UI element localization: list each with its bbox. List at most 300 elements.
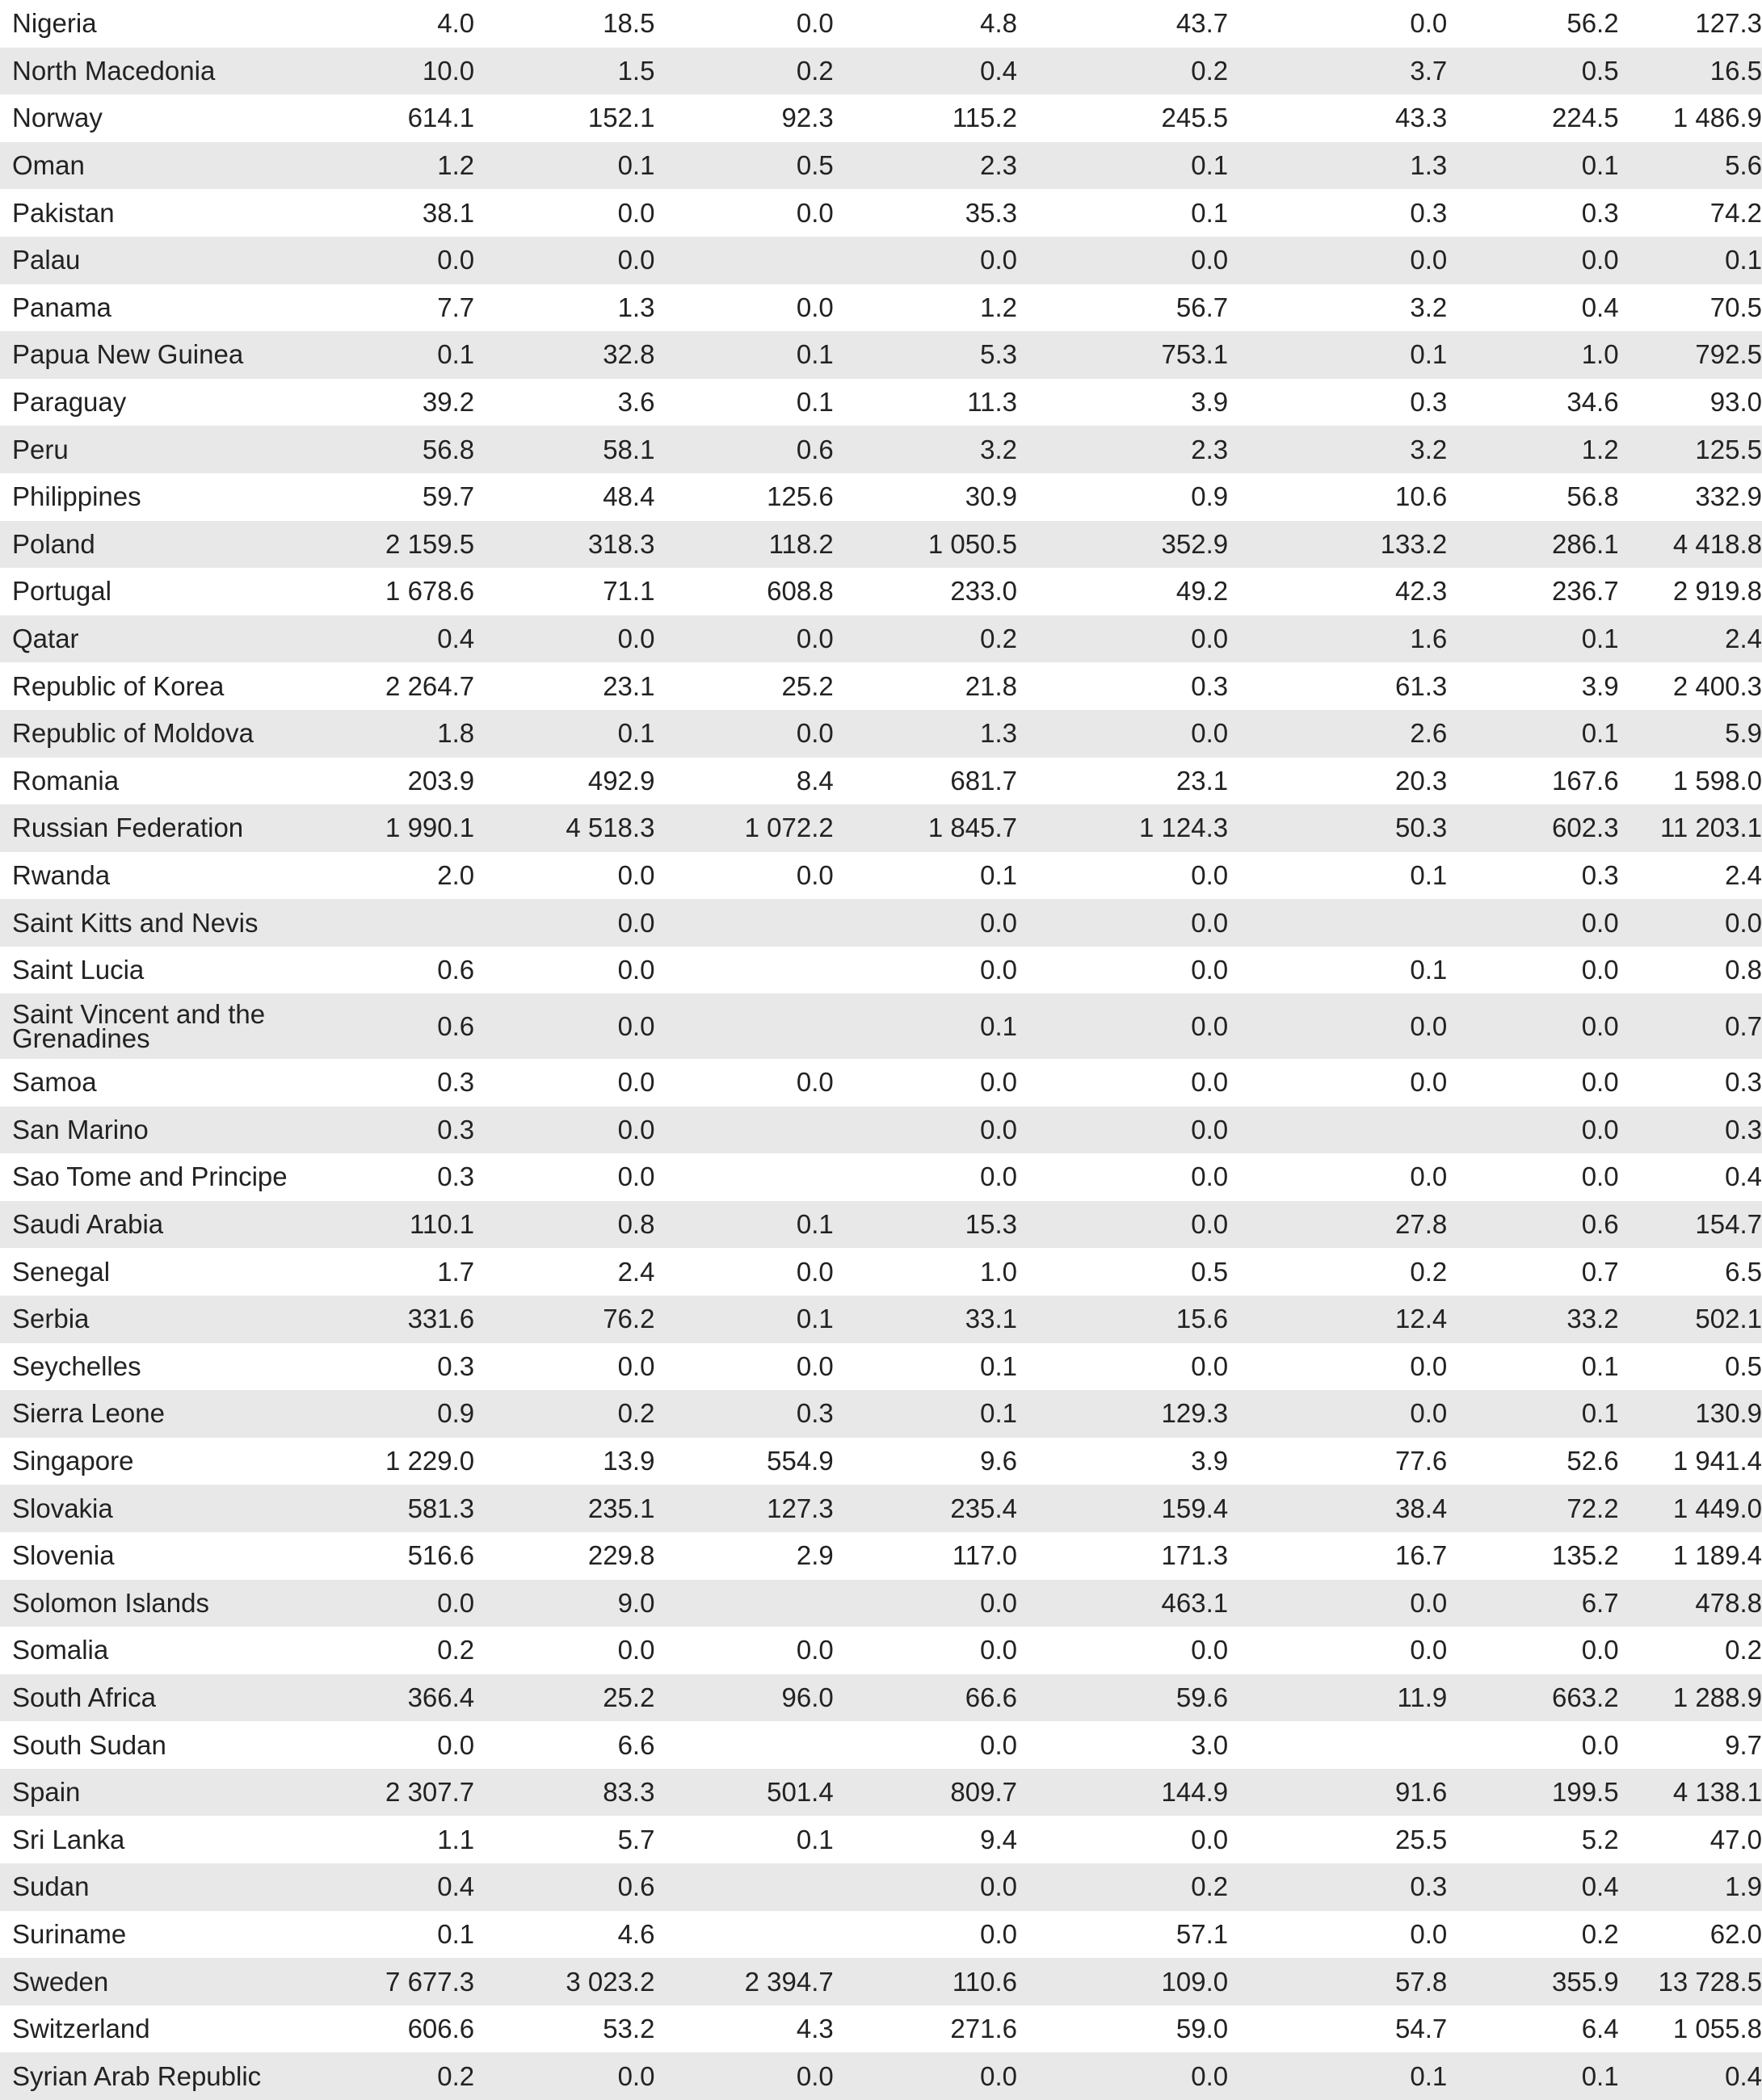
value-cell: 59.6 [1175,1682,1229,1712]
value-cell: 1.2 [980,292,1017,322]
value-cell: 3.2 [1410,292,1448,322]
value-cell: 0.0 [980,1587,1017,1618]
value-cell: 13 728.5 [1658,1966,1762,1997]
value-cell: 0.0 [796,1067,834,1098]
value-cell: 0.1 [1191,150,1229,181]
table-row [0,615,1762,663]
country-name-cell: Sao Tome and Principe [12,1161,288,1192]
value-cell: 6.6 [617,1729,655,1760]
value-cell: 0.3 [1410,1871,1448,1902]
table-row [0,1059,1762,1107]
value-cell: 0.0 [1410,1350,1448,1381]
value-cell: 0.3 [796,1398,834,1429]
value-cell: 0.0 [980,1871,1017,1902]
value-cell: 171.3 [1161,1540,1229,1571]
value-cell: 0.7 [1725,1010,1762,1041]
value-cell: 159.4 [1161,1493,1229,1523]
value-cell: 0.1 [1191,197,1229,228]
table-row [0,993,1762,1059]
country-name-cell: Republic of Korea [12,670,225,701]
table-row [0,1721,1762,1769]
value-cell: 245.5 [1161,103,1229,133]
value-cell: 199.5 [1551,1777,1619,1808]
value-cell: 1 598.0 [1672,765,1762,796]
value-cell: 1 678.6 [385,576,475,607]
value-cell: 0.0 [980,1635,1017,1665]
value-cell: 3.0 [1191,1729,1229,1760]
value-cell: 2 264.7 [385,670,475,701]
value-cell: 0.2 [1191,1871,1229,1902]
value-cell: 27.8 [1395,1209,1448,1240]
table-row [0,662,1762,710]
value-cell: 581.3 [407,1493,475,1523]
value-cell: 39.2 [422,387,475,418]
table-row [0,710,1762,758]
value-cell: 1.6 [1410,624,1448,654]
value-cell: 0.8 [1725,955,1762,985]
value-cell: 0.1 [1581,718,1619,749]
value-cell: 1 941.4 [1672,1446,1762,1476]
value-cell: 25.5 [1395,1824,1448,1854]
value-cell: 0.0 [1410,1398,1448,1429]
value-cell: 1.0 [980,1256,1017,1287]
value-cell: 6.4 [1581,2014,1619,2044]
value-cell: 0.4 [437,624,475,654]
value-cell: 52.6 [1566,1446,1619,1476]
value-cell: 554.9 [767,1446,834,1476]
country-name-cell: Panama [12,292,111,322]
value-cell: 0.0 [796,859,834,890]
value-cell: 4.3 [796,2014,834,2044]
country-name-cell: Serbia [12,1304,90,1334]
value-cell: 35.3 [965,197,1017,228]
value-cell: 110.1 [410,1209,475,1240]
value-cell: 115.2 [952,103,1017,133]
value-cell: 125.6 [767,481,834,512]
table-row [0,947,1762,994]
value-cell: 602.3 [1551,813,1619,843]
table-row [0,1201,1762,1249]
value-cell: 56.7 [1175,292,1229,322]
value-cell: 0.0 [1581,955,1619,985]
value-cell: 331.6 [407,1304,475,1334]
value-cell: 71.1 [603,576,655,607]
table-row [0,1296,1762,1343]
value-cell: 792.5 [1695,339,1762,370]
value-cell: 0.0 [796,1350,834,1381]
value-cell: 0.1 [1410,955,1448,985]
value-cell: 38.4 [1395,1493,1448,1523]
value-cell: 66.6 [965,1682,1017,1712]
value-cell: 0.0 [1191,1635,1229,1665]
value-cell: 0.1 [1581,1350,1619,1381]
table-row [0,237,1762,284]
country-name-cell: Nigeria [12,8,97,39]
value-cell: 0.1 [796,387,834,418]
value-cell: 0.0 [1410,1918,1448,1949]
table-row [0,1911,1762,1959]
value-cell: 58.1 [603,434,655,464]
value-cell: 0.0 [1410,245,1448,275]
value-cell: 1 990.1 [385,813,475,843]
value-cell: 0.3 [437,1350,475,1381]
value-cell: 0.0 [1410,1161,1448,1192]
value-cell: 3.9 [1191,1446,1229,1476]
value-cell: 5.9 [1725,718,1762,749]
value-cell: 0.1 [796,1304,834,1334]
value-cell: 0.0 [796,292,834,322]
country-name-cell: South Africa [12,1682,156,1712]
value-cell: 3.9 [1581,670,1619,701]
value-cell: 2.3 [980,150,1017,181]
value-cell: 5.7 [617,1824,655,1854]
value-cell: 0.0 [437,1587,475,1618]
table-row [0,1580,1762,1628]
value-cell: 57.1 [1175,1918,1229,1949]
value-cell: 72.2 [1566,1493,1619,1523]
table-row [0,1248,1762,1296]
value-cell: 16.5 [1709,55,1762,86]
value-cell: 56.2 [1566,8,1619,39]
value-cell: 2.4 [1725,624,1762,654]
value-cell: 20.3 [1395,765,1448,796]
country-name-cell: Pakistan [12,197,115,228]
value-cell: 492.9 [587,765,655,796]
value-cell: 1.1 [437,1824,475,1854]
value-cell: 0.0 [980,1161,1017,1192]
table-row [0,568,1762,615]
value-cell: 0.0 [1191,1161,1229,1192]
table-row [0,379,1762,426]
value-cell: 15.3 [965,1209,1017,1240]
value-cell: 23.1 [1175,765,1229,796]
value-cell: 154.7 [1695,1209,1762,1240]
table-row [0,473,1762,521]
value-cell: 10.6 [1395,481,1448,512]
value-cell: 0.0 [1191,718,1229,749]
value-cell: 0.0 [617,1635,655,1665]
value-cell: 0.0 [1581,907,1619,938]
value-cell: 233.0 [950,576,1017,607]
value-cell: 0.2 [1581,1918,1619,1949]
value-cell: 0.0 [980,1067,1017,1098]
value-cell: 0.3 [1410,197,1448,228]
value-cell: 0.1 [1581,624,1619,654]
value-cell: 0.0 [1581,245,1619,275]
value-cell: 7.7 [437,292,475,322]
table-row [0,899,1762,947]
value-cell: 0.0 [617,1350,655,1381]
value-cell: 0.6 [617,1871,655,1902]
country-name-cell: Somalia [12,1635,109,1665]
value-cell: 0.0 [1410,1635,1448,1665]
value-cell: 0.1 [437,1918,475,1949]
country-name-cell: Switzerland [12,2014,150,2044]
value-cell: 32.8 [603,339,655,370]
table-row [0,48,1762,95]
value-cell: 0.5 [796,150,834,181]
value-cell: 0.2 [796,55,834,86]
country-name-cell: Solomon Islands [12,1587,209,1618]
value-cell: 0.4 [980,55,1017,86]
value-cell: 0.1 [796,1209,834,1240]
country-name-cell: North Macedonia [12,55,216,86]
table-row [0,1863,1762,1911]
value-cell: 53.2 [603,2014,655,2044]
value-cell: 0.6 [437,955,475,985]
value-cell: 23.1 [603,670,655,701]
value-cell: 11 203.1 [1659,813,1762,843]
country-name-cell: Saudi Arabia [12,1209,164,1240]
value-cell: 2.0 [437,859,475,890]
value-cell: 0.1 [1581,150,1619,181]
table-row [0,2052,1762,2100]
value-cell: 0.1 [437,339,475,370]
value-cell: 47.0 [1709,1824,1762,1854]
value-cell: 0.0 [617,1114,655,1144]
value-cell: 0.2 [1410,1256,1448,1287]
country-name-cell: Russian Federation [12,813,244,843]
value-cell: 0.2 [617,1398,655,1429]
value-cell: 663.2 [1551,1682,1619,1712]
value-cell: 614.1 [407,103,475,133]
value-cell: 286.1 [1551,528,1619,559]
value-cell: 77.6 [1395,1446,1448,1476]
value-cell: 167.6 [1551,765,1619,796]
value-cell: 0.0 [617,1161,655,1192]
value-cell: 15.6 [1175,1304,1229,1334]
value-cell: 501.4 [767,1777,834,1808]
table-row [0,189,1762,237]
country-name-cell: Rwanda [12,859,111,890]
value-cell: 0.0 [1410,1067,1448,1098]
table-row [0,1532,1762,1580]
value-cell: 229.8 [587,1540,655,1571]
value-cell: 0.0 [617,2060,655,2091]
country-name-cell: Sierra Leone [12,1398,165,1429]
value-cell: 8.4 [796,765,834,796]
value-cell: 21.8 [965,670,1017,701]
value-cell: 0.0 [617,197,655,228]
table-row [0,852,1762,900]
value-cell: 0.1 [796,339,834,370]
value-cell: 0.0 [617,1010,655,1041]
value-cell: 0.1 [980,1350,1017,1381]
value-cell: 235.1 [587,1493,655,1523]
value-cell: 0.0 [1191,859,1229,890]
value-cell: 608.8 [767,576,834,607]
value-cell: 0.1 [980,859,1017,890]
value-cell: 1.2 [437,150,475,181]
value-cell: 318.3 [587,528,655,559]
value-cell: 3.2 [1410,434,1448,464]
table-row [0,1438,1762,1485]
value-cell: 478.8 [1695,1587,1762,1618]
value-cell: 0.1 [1410,859,1448,890]
value-cell: 0.1 [796,1824,834,1854]
country-name-cell: Sri Lanka [12,1824,125,1854]
country-name-cell: Peru [12,434,69,464]
value-cell: 0.2 [1191,55,1229,86]
value-cell: 56.8 [422,434,475,464]
table-row [0,1107,1762,1154]
value-cell: 0.0 [796,1256,834,1287]
value-cell: 76.2 [603,1304,655,1334]
value-cell: 9.0 [617,1587,655,1618]
value-cell: 0.1 [1725,245,1762,275]
value-cell: 606.6 [407,2014,475,2044]
table-row [0,1485,1762,1532]
country-name-cell: Saint Kitts and Nevis [12,907,259,938]
value-cell: 0.0 [1191,907,1229,938]
value-cell: 1 845.7 [927,813,1017,843]
value-cell: 125.5 [1695,434,1762,464]
value-cell: 0.0 [796,197,834,228]
country-name-cell: Slovenia [12,1540,115,1571]
value-cell: 118.2 [768,528,834,559]
value-cell: 0.0 [1191,1010,1229,1041]
table-row [0,1674,1762,1722]
value-cell: 0.0 [980,907,1017,938]
value-cell: 0.0 [1191,1209,1229,1240]
table-row [0,758,1762,805]
value-cell: 0.0 [1410,1010,1448,1041]
value-cell: 49.2 [1175,576,1229,607]
value-cell: 0.0 [1581,1161,1619,1192]
value-cell: 0.1 [1410,2060,1448,2091]
value-cell: 753.1 [1161,339,1229,370]
value-cell: 4 518.3 [566,813,655,843]
value-cell: 152.1 [587,103,655,133]
value-cell: 0.0 [1191,1067,1229,1098]
value-cell: 0.0 [796,718,834,749]
value-cell: 0.0 [980,1114,1017,1144]
value-cell: 2.9 [796,1540,834,1571]
value-cell: 11.9 [1397,1682,1448,1712]
value-cell: 0.4 [1725,1161,1762,1192]
value-cell: 0.0 [1725,907,1762,938]
table-row [0,2006,1762,2053]
value-cell: 0.5 [1191,1256,1229,1287]
value-cell: 0.1 [980,1010,1017,1041]
value-cell: 0.3 [1191,670,1229,701]
value-cell: 93.0 [1709,387,1762,418]
value-cell: 3 023.2 [566,1966,655,1997]
value-cell: 0.3 [1581,859,1619,890]
value-cell: 366.4 [407,1682,475,1712]
value-cell: 3.6 [617,387,655,418]
value-cell: 33.2 [1566,1304,1619,1334]
value-cell: 4.6 [617,1918,655,1949]
value-cell: 13.9 [603,1446,655,1476]
table-row [0,284,1762,332]
value-cell: 2 394.7 [744,1966,834,1997]
value-cell: 0.0 [796,8,834,39]
value-cell: 516.6 [407,1540,475,1571]
value-cell: 0.0 [980,1729,1017,1760]
value-cell: 33.1 [965,1304,1017,1334]
value-cell: 0.3 [437,1067,475,1098]
value-cell: 355.9 [1551,1966,1619,1997]
table-row [0,1769,1762,1816]
value-cell: 144.9 [1161,1777,1229,1808]
value-cell: 0.6 [1581,1209,1619,1240]
value-cell: 1.2 [1581,434,1619,464]
value-cell: 0.2 [437,1635,475,1665]
value-cell: 0.3 [1725,1114,1762,1144]
value-cell: 0.0 [1410,8,1448,39]
value-cell: 5.2 [1581,1824,1619,1854]
value-cell: 96.0 [781,1682,834,1712]
value-cell: 3.2 [980,434,1017,464]
value-cell: 0.0 [1581,1067,1619,1098]
value-cell: 0.0 [1191,955,1229,985]
value-cell: 0.0 [1191,624,1229,654]
value-cell: 43.3 [1395,103,1448,133]
value-cell: 74.2 [1709,197,1762,228]
value-cell: 30.9 [965,481,1017,512]
value-cell: 0.0 [617,859,655,890]
value-cell: 59.7 [422,481,475,512]
country-name-cell: Palau [12,245,81,275]
value-cell: 110.6 [952,1966,1017,1997]
country-name-cell: Samoa [12,1067,97,1098]
table-row [0,331,1762,379]
value-cell: 57.8 [1395,1966,1448,1997]
value-cell: 0.0 [617,1067,655,1098]
value-cell: 9.7 [1725,1729,1762,1760]
value-cell: 1 072.2 [744,813,834,843]
value-cell: 0.1 [617,150,655,181]
value-cell: 62.0 [1709,1918,1762,1949]
country-name-cell: Norway [12,103,103,133]
value-cell: 4.8 [980,8,1017,39]
table-row [0,521,1762,569]
country-name-cell: Slovakia [12,1493,113,1523]
table-row [0,94,1762,142]
value-cell: 0.0 [617,955,655,985]
value-cell: 0.0 [980,2060,1017,2091]
value-cell: 3.9 [1191,387,1229,418]
value-cell: 1 124.3 [1139,813,1229,843]
value-cell: 0.2 [1725,1635,1762,1665]
value-cell: 271.6 [950,2014,1017,2044]
value-cell: 0.1 [980,1398,1017,1429]
value-cell: 59.0 [1175,2014,1229,2044]
value-cell: 7 677.3 [385,1966,475,1997]
country-name-cell: Qatar [12,624,79,654]
value-cell: 1 486.9 [1672,103,1762,133]
value-cell: 83.3 [603,1777,655,1808]
value-cell: 224.5 [1551,103,1619,133]
value-cell: 0.2 [980,624,1017,654]
value-cell: 0.0 [980,955,1017,985]
country-name-cell: Saint Vincent and the Grenadines [12,998,266,1053]
value-cell: 0.0 [1191,1350,1229,1381]
country-name-cell: Romania [12,765,120,796]
table-row [0,0,1762,48]
value-cell: 0.3 [1581,197,1619,228]
value-cell: 133.2 [1380,528,1448,559]
value-cell: 0.0 [1191,1824,1229,1854]
value-cell: 0.0 [796,2060,834,2091]
table-row [0,1153,1762,1201]
value-cell: 0.4 [437,1871,475,1902]
country-name-cell: South Sudan [12,1729,166,1760]
value-cell: 0.0 [1581,1635,1619,1665]
value-cell: 1 449.0 [1672,1493,1762,1523]
value-cell: 38.1 [422,197,475,228]
